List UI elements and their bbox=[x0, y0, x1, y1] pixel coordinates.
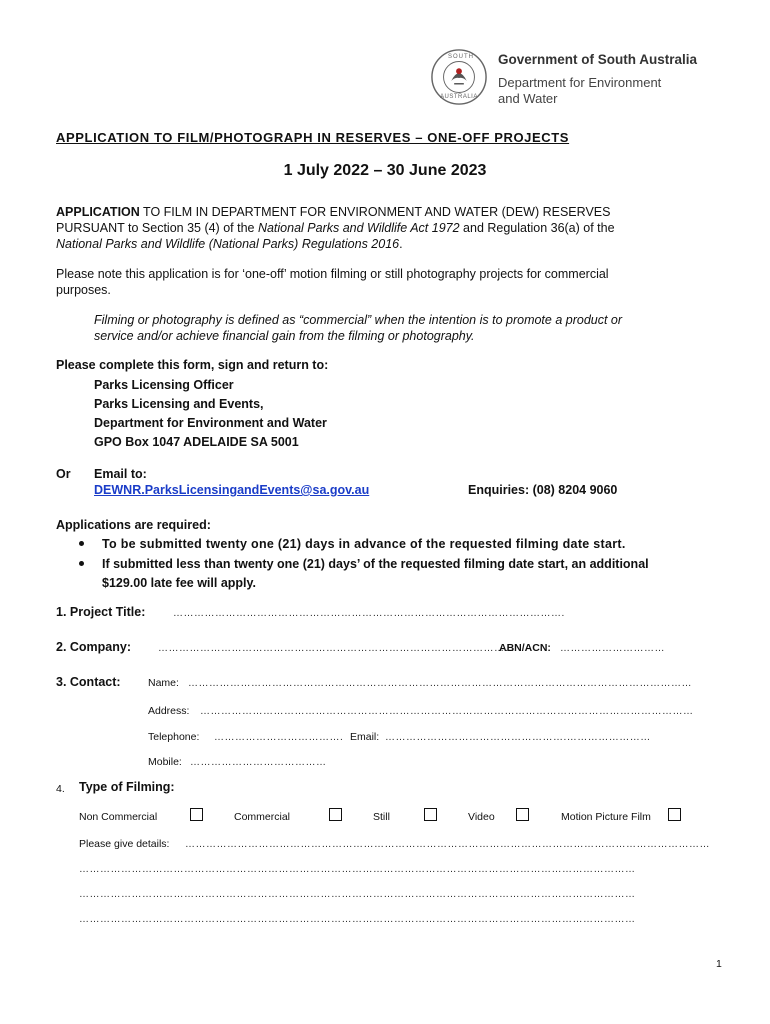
address-field[interactable]: …………………………………………………………………………………………………………………………… bbox=[200, 706, 694, 717]
email-to-label: Email to: bbox=[94, 467, 147, 481]
enquiries-phone: Enquiries: (08) 8204 9060 bbox=[468, 483, 618, 497]
dept-name-line2: and Water bbox=[498, 91, 558, 106]
page-number: 1 bbox=[716, 958, 722, 970]
motion-picture-checkbox[interactable] bbox=[668, 808, 681, 821]
project-title-field[interactable]: …………………………………………………………………………………………………. bbox=[173, 608, 565, 619]
name-field[interactable]: ……………………………………………………………………………………………………………………………… bbox=[188, 678, 692, 689]
date-range: 1 July 2022 – 30 June 2023 bbox=[283, 162, 487, 179]
intro-line2 bbox=[56, 220, 615, 236]
dept-name-line1: Department for Environment bbox=[498, 75, 662, 90]
details-field[interactable]: …………………………………………………………………………………………………………………………………… bbox=[185, 839, 710, 850]
noncommercial-checkbox[interactable] bbox=[190, 808, 203, 821]
telephone-label: Telephone: bbox=[148, 731, 200, 743]
address-line1: Parks Licensing Officer bbox=[94, 378, 234, 392]
gov-name: Government of South Australia bbox=[498, 52, 698, 67]
intro-line2-b: and Regulation 36(a) of the bbox=[459, 221, 615, 235]
intro-lead: APPLICATION bbox=[56, 205, 140, 219]
regulations-name: National Parks and Wildlife (National Parks) Regulations 2016 bbox=[56, 237, 400, 251]
seal-bottom-text: AUSTRALIA bbox=[440, 94, 478, 100]
type-of-filming-label: Type of Filming: bbox=[79, 780, 175, 794]
requirement-2-line2: $129.00 late fee will apply. bbox=[102, 576, 257, 590]
details-label: Please give details: bbox=[79, 838, 170, 850]
opt-motion-label: Motion Picture Film bbox=[561, 811, 651, 823]
required-heading: Applications are required: bbox=[56, 518, 211, 532]
details-line-2[interactable]: …………………………………………………………………………………………………………………………………………… bbox=[79, 864, 636, 875]
definition-line1: Filming or photography is defined as “commercial” when the intention is to promote a product or bbox=[94, 313, 623, 327]
intro-line1-rest: TO FILM IN DEPARTMENT FOR ENVIRONMENT AND WATER (DEW) RESERVES bbox=[139, 205, 611, 219]
telephone-field[interactable]: ………………………………. bbox=[214, 732, 344, 743]
abn-field[interactable]: ………………………… bbox=[560, 643, 665, 654]
opt-noncommercial-label: Non Commercial bbox=[79, 811, 158, 823]
opt-video-label: Video bbox=[468, 811, 495, 823]
email-field[interactable]: …………………………………………….…………………… bbox=[385, 732, 651, 743]
intro-line1 bbox=[56, 204, 610, 220]
address-line2: Parks Licensing and Events, bbox=[94, 397, 264, 411]
company-field[interactable]: ………………………………………………………………………………………… bbox=[158, 643, 515, 654]
mobile-field[interactable]: ………………………………… bbox=[190, 757, 327, 768]
intro-line3-end: . bbox=[399, 237, 403, 251]
opt-still-label: Still bbox=[373, 811, 390, 823]
page-title: APPLICATION TO FILM/PHOTOGRAPH IN RESERVES – ONE-OFF PROJECTS bbox=[56, 130, 570, 145]
note-line2: purposes. bbox=[56, 283, 111, 297]
act-name: National Parks and Wildlife Act 1972 bbox=[257, 221, 460, 235]
or-label: Or bbox=[56, 467, 71, 481]
type-of-filming-number: 4. bbox=[56, 783, 65, 795]
bullet-1 bbox=[79, 541, 84, 546]
opt-commercial-label: Commercial bbox=[234, 811, 291, 823]
bullet-2 bbox=[79, 561, 84, 566]
address-line4: GPO Box 1047 ADELAIDE SA 5001 bbox=[94, 435, 299, 449]
definition-line2: service and/or achieve financial gain from the filming or photography. bbox=[94, 329, 475, 343]
project-title-label: 1. Project Title: bbox=[56, 605, 146, 619]
abn-label: ABN/ACN: bbox=[499, 642, 551, 654]
details-line-4[interactable]: …………………………………………………………………………………………………………………………………………… bbox=[79, 914, 636, 925]
video-checkbox[interactable] bbox=[516, 808, 529, 821]
email-label: Email: bbox=[350, 731, 380, 743]
seal-top-text: SOUTH bbox=[448, 54, 474, 60]
name-label: Name: bbox=[148, 677, 179, 689]
requirement-2-line1: If submitted less than twenty one (21) days’ of the requested filming date start, an additional bbox=[102, 557, 649, 571]
still-checkbox[interactable] bbox=[424, 808, 437, 821]
intro-line2-a: PURSUANT to Section 35 (4) of the bbox=[56, 221, 258, 235]
contact-email-link[interactable]: DEWNR.ParksLicensingandEvents@sa.gov.au bbox=[94, 483, 370, 497]
return-heading: Please complete this form, sign and return to: bbox=[56, 358, 329, 372]
seal-lettering bbox=[430, 48, 488, 106]
requirement-1: To be submitted twenty one (21) days in advance of the requested filming date start. bbox=[102, 537, 626, 551]
mobile-label: Mobile: bbox=[148, 756, 182, 768]
details-line-3[interactable]: …………………………………………………………………………………………………………………………………………… bbox=[79, 889, 636, 900]
note-line1: Please note this application is for ‘one-off’ motion filming or still photography projects for commercial bbox=[56, 267, 609, 281]
intro-line3 bbox=[56, 236, 403, 252]
address-label: Address: bbox=[148, 705, 190, 717]
commercial-checkbox[interactable] bbox=[329, 808, 342, 821]
company-label: 2. Company: bbox=[56, 640, 132, 654]
contact-label: 3. Contact: bbox=[56, 675, 121, 689]
address-line3: Department for Environment and Water bbox=[94, 416, 327, 430]
